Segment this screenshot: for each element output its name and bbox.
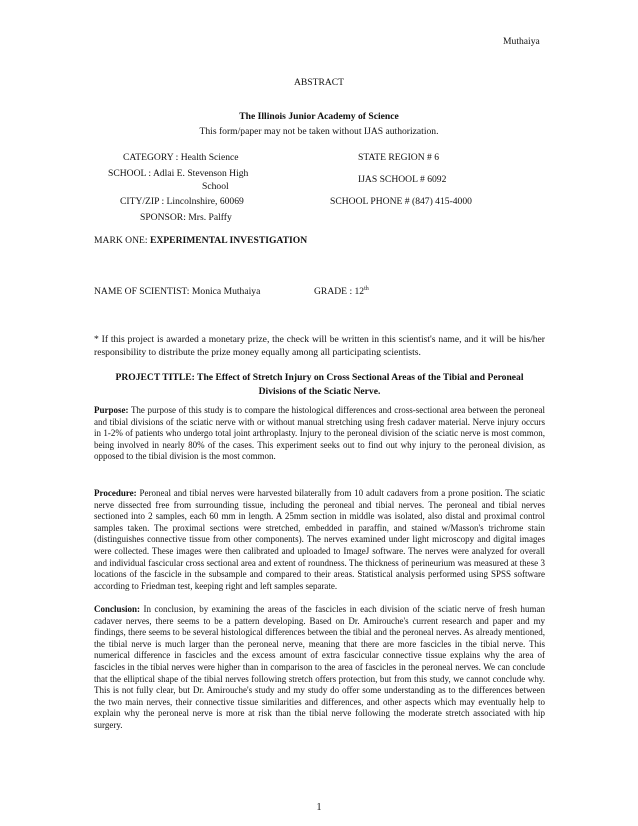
conclusion-text: In conclusion, by examining the areas of the fascicles in each division of the sciatic nerve of fresh human cadaver nerves, there seems to be a pattern developing. Based on Dr. Amirouche's current research and paper and my findings, there seems to be several histological differences between the tibial and the peroneal nerves. As already mentioned, the tibial nerve is much larger than the peroneal nerve, meaning that there are more fascicles in the tibial nerve. This numerical difference in fascicles and the excess amount of extra fascicular connective tissue explains why the area of fascicles in the tibial nerves were higher than in comparison to the area of fascicles in the peroneal nerves. We can conclude that the elliptical shape of the tibial nerves following stretch offers protection, but from this study, we cannot conclude why. This is not fully clear, but Dr. Amirouche's study and my study do offer some understanding as to the differences between the two main nerves, their connective tissue similarities and differences, and other aspects which may eventually help to explain why the peroneal nerve is more at risk than the tibial nerve following the moderate stretch associated with hip surgery. [94, 604, 546, 730]
mark-one [94, 235, 307, 246]
state-region-field: STATE REGION # 6 [358, 152, 440, 163]
procedure-section [94, 488, 545, 592]
purpose-text: The purpose of this study is to compare the histological differences and cross-sectional area between the peroneal and tibial divisions of the sciatic nerve with or without manual stretching using fresh cadaver material. Nerve injury occurs in 1-2% of patients who undergo total joint arthroplasty. Injury to the peroneal division of the sciatic nerve is most common, being involved in nearly 80% of the cases. This experiment seeks out to find out why injury to the peroneal division, as opposed to the tibial division is the most common. [94, 405, 545, 462]
school-field: SCHOOL : Adlai E. Stevenson High [108, 168, 249, 179]
authorization-notice: This form/paper may not be taken without IJAS authorization. [199, 126, 439, 137]
project-title-line1: PROJECT TITLE: The Effect of Stretch Injury on Cross Sectional Areas of the Tibial and Peroneal [115, 372, 524, 383]
procedure-text: Peroneal and tibial nerves were harvested bilaterally from 10 adult cadavers from a prone position. The sciatic nerve dissected free from surrounding tissue, including the peroneal and tibial nerves. The peroneal and tibial nerves sectioned into 2 samples, each 60 mm in length. A 25mm section in middle was isolated, also distal and proximal control samples taken. The proximal sections were stretched, embedded in paraffin, and stained w/Masson's trichrome stain (distinguishes connective tissue from other components). The nerves examined under light microscopy and digital images were collected. These images were then calibrated and uploaded to ImageJ software. The nerves were analyzed for overall and individual fascicular cross sectional area and extent of roundness. The thickness of perineurium was measured at these 3 locations of the fascicle in the subsample and compared to their areas. Statistical analysis performed using SPSS software according to Friedman test, keeping right and left samples separate. [94, 488, 545, 591]
header-author: Muthaiya [503, 36, 540, 47]
sponsor-field: SPONSOR: Mrs. Palffy [140, 212, 232, 223]
conclusion-label: Conclusion: [94, 604, 141, 614]
purpose-section [94, 405, 545, 463]
school-field-continued: School [202, 181, 229, 192]
ijas-school-field: IJAS SCHOOL # 6092 [358, 174, 447, 185]
category-field: CATEGORY : Health Science [123, 152, 239, 163]
conclusion-section [94, 604, 545, 732]
academy-name: The Illinois Junior Academy of Science [239, 111, 399, 122]
purpose-label: Purpose: [94, 405, 129, 415]
grade-suffix: th [364, 285, 369, 292]
mark-one-label: MARK ONE: [94, 235, 148, 246]
city-zip-field: CITY/ZIP : Lincolnshire, 60069 [120, 196, 244, 207]
project-title-line2: Divisions of the Sciatic Nerve. [258, 386, 381, 397]
grade-field [314, 286, 369, 297]
page-number: 1 [316, 802, 322, 813]
procedure-label: Procedure: [94, 488, 137, 498]
scientist-name: NAME OF SCIENTIST: Monica Muthaiya [94, 286, 261, 297]
mark-one-value: EXPERIMENTAL INVESTIGATION [149, 235, 308, 246]
school-phone-field: SCHOOL PHONE # (847) 415-4000 [330, 196, 472, 207]
page-title: ABSTRACT [293, 77, 345, 88]
grade-label: GRADE : 12 [314, 286, 365, 297]
prize-note: * If this project is awarded a monetary prize, the check will be written in this scientist's name, and it will be his/her responsibility to distribute the prize money equally among all participating scientists. [94, 334, 545, 358]
